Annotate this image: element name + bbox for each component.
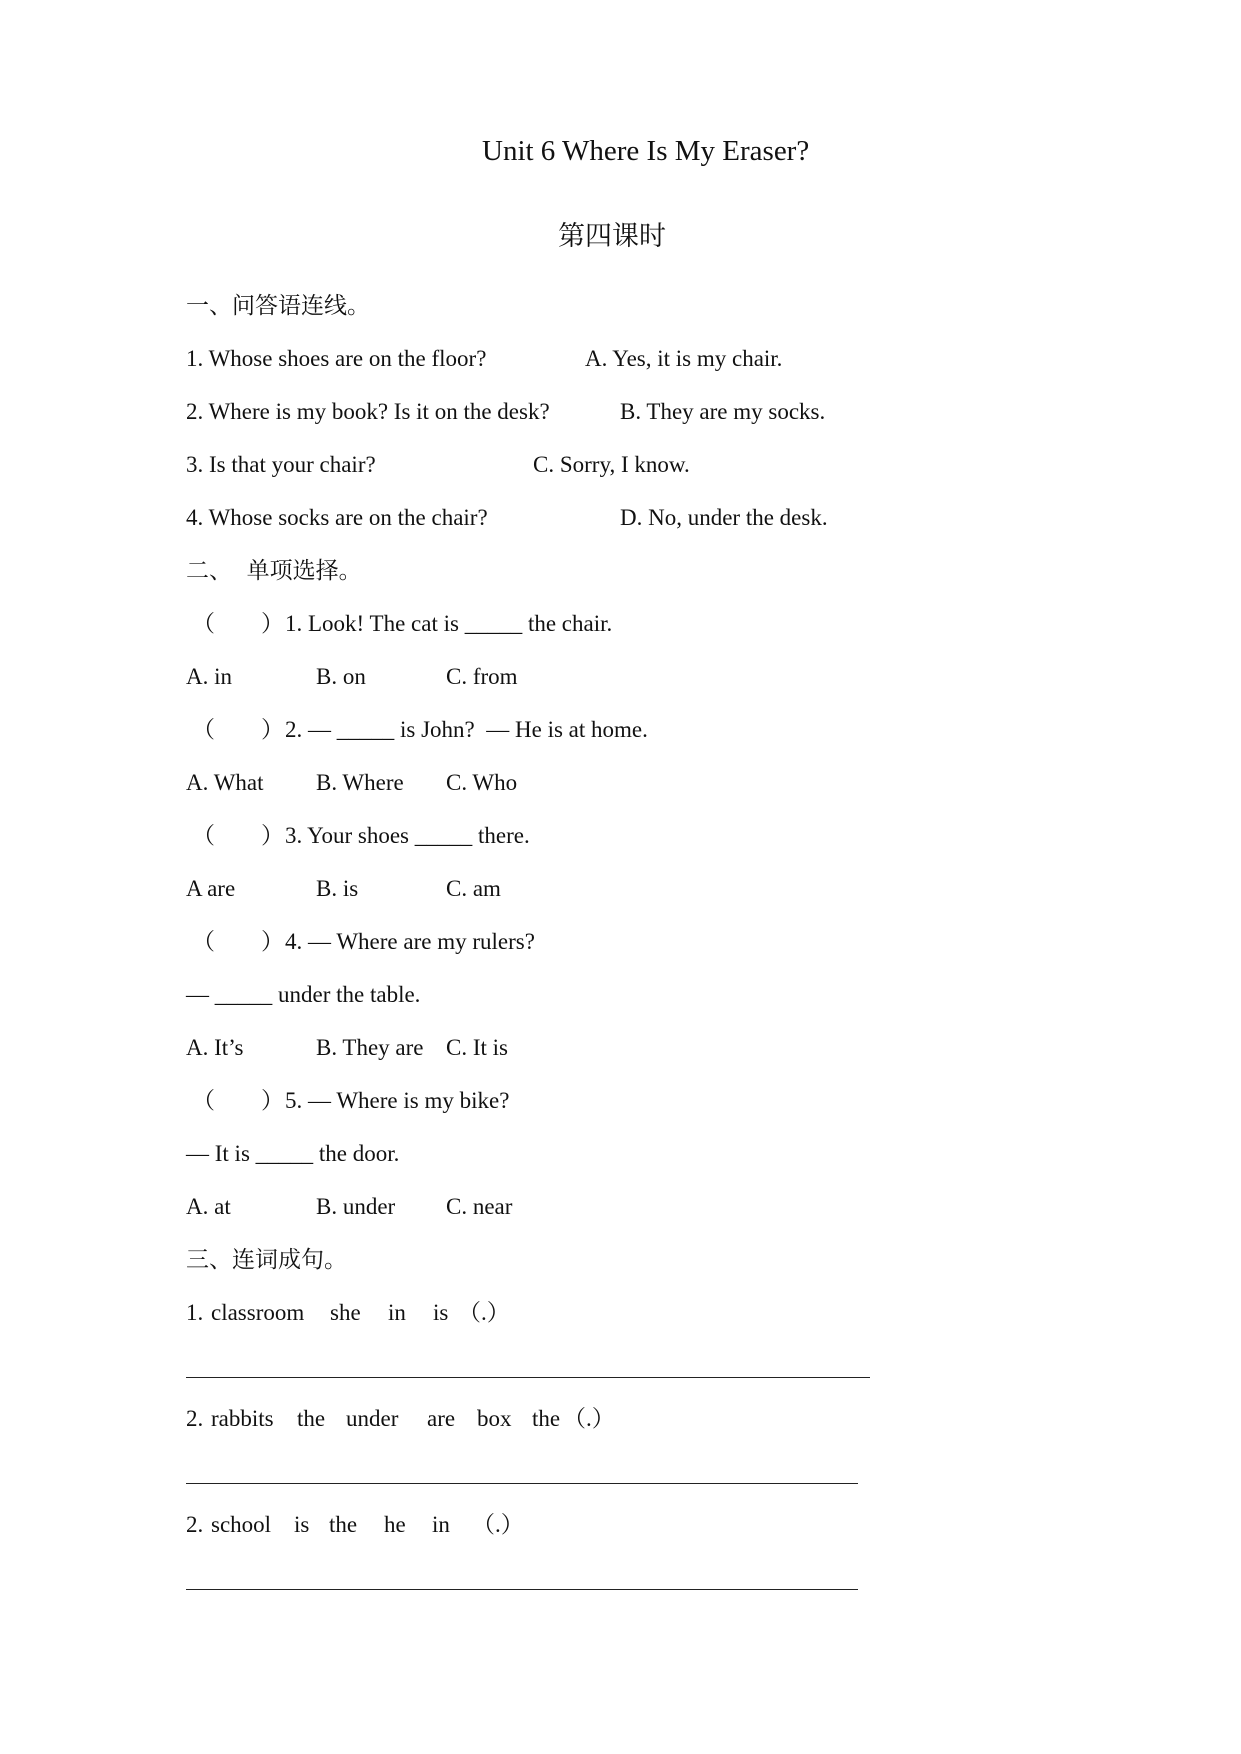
scrambled-word: he (384, 1512, 406, 1537)
scrambled-word: are (427, 1406, 456, 1431)
mc-option: A. It’s (186, 1035, 244, 1060)
scrambled-word: the (329, 1512, 358, 1537)
page-subtitle: 第四课时 (558, 221, 666, 252)
scrambled-word: classroom (211, 1300, 305, 1325)
scrambled-word: the (297, 1406, 326, 1431)
mc-option: C. am (446, 876, 501, 901)
question-4: 4. Whose socks are on the chair? (186, 505, 488, 530)
question-3: 3. Is that your chair? (186, 452, 376, 477)
answer-paren: （ ） (192, 1088, 284, 1113)
page-title: Unit 6 Where Is My Eraser? (482, 135, 810, 167)
mc-option: B. Where (316, 770, 404, 795)
mc-option: C. Who (446, 770, 518, 795)
mc-question-5-response: — It is _____ the door. (186, 1141, 400, 1166)
scrambled-word: in (432, 1512, 450, 1537)
scrambled-word: she (330, 1300, 361, 1325)
mc-question-4-response: — _____ under the table. (186, 982, 421, 1007)
mc-option: C. It is (446, 1035, 508, 1060)
mc-option: A. in (186, 664, 232, 689)
answer-paren: （ ） (192, 717, 284, 742)
answer-c: C. Sorry, I know. (533, 452, 690, 477)
answer-d: D. No, under the desk. (620, 505, 828, 530)
answer-b: B. They are my socks. (620, 399, 826, 424)
scrambled-word: rabbits (211, 1406, 274, 1431)
answer-line (186, 1483, 858, 1484)
scrambled-word: is (433, 1300, 449, 1325)
section2-heading: 二、 单项选择。 (186, 558, 362, 584)
answer-line (186, 1377, 870, 1378)
scrambled-word: in (388, 1300, 406, 1325)
mc-option: C. from (446, 664, 518, 689)
sentence-end-mark: （.） (472, 1512, 524, 1537)
scrambled-word: box (477, 1406, 512, 1431)
mc-option: B. They are (316, 1035, 424, 1060)
mc-question-4: 4. — Where are my rulers? (285, 929, 535, 954)
answer-line (186, 1589, 858, 1590)
mc-question-3: 3. Your shoes _____ there. (285, 823, 530, 848)
section1-heading: 一、问答语连线。 (186, 293, 370, 319)
section3-heading: 三、连词成句。 (186, 1247, 347, 1273)
sentence-end-mark: （.） (563, 1406, 615, 1431)
answer-paren: （ ） (192, 929, 284, 954)
sentence-number: 2. (186, 1406, 204, 1431)
mc-question-1: 1. Look! The cat is _____ the chair. (285, 611, 613, 636)
scrambled-word: under (346, 1406, 399, 1431)
mc-option: B. on (316, 664, 366, 689)
question-2: 2. Where is my book? Is it on the desk? (186, 399, 550, 424)
mc-option: A are (186, 876, 236, 901)
mc-question-5: 5. — Where is my bike? (285, 1088, 510, 1113)
question-1: 1. Whose shoes are on the floor? (186, 346, 487, 371)
sentence-number: 1. (186, 1300, 204, 1325)
sentence-end-mark: （.） (458, 1300, 510, 1325)
sentence-number: 2. (186, 1512, 204, 1537)
answer-paren: （ ） (192, 823, 284, 848)
mc-question-2: 2. — _____ is John? — He is at home. (285, 717, 648, 742)
mc-option: C. near (446, 1194, 513, 1219)
answer-a: A. Yes, it is my chair. (585, 346, 783, 371)
mc-option: B. under (316, 1194, 396, 1219)
mc-option: A. at (186, 1194, 231, 1219)
scrambled-word: the (532, 1406, 561, 1431)
answer-paren: （ ） (192, 611, 284, 636)
mc-option: B. is (316, 876, 359, 901)
scrambled-word: is (294, 1512, 310, 1537)
mc-option: A. What (186, 770, 264, 795)
scrambled-word: school (211, 1512, 272, 1537)
